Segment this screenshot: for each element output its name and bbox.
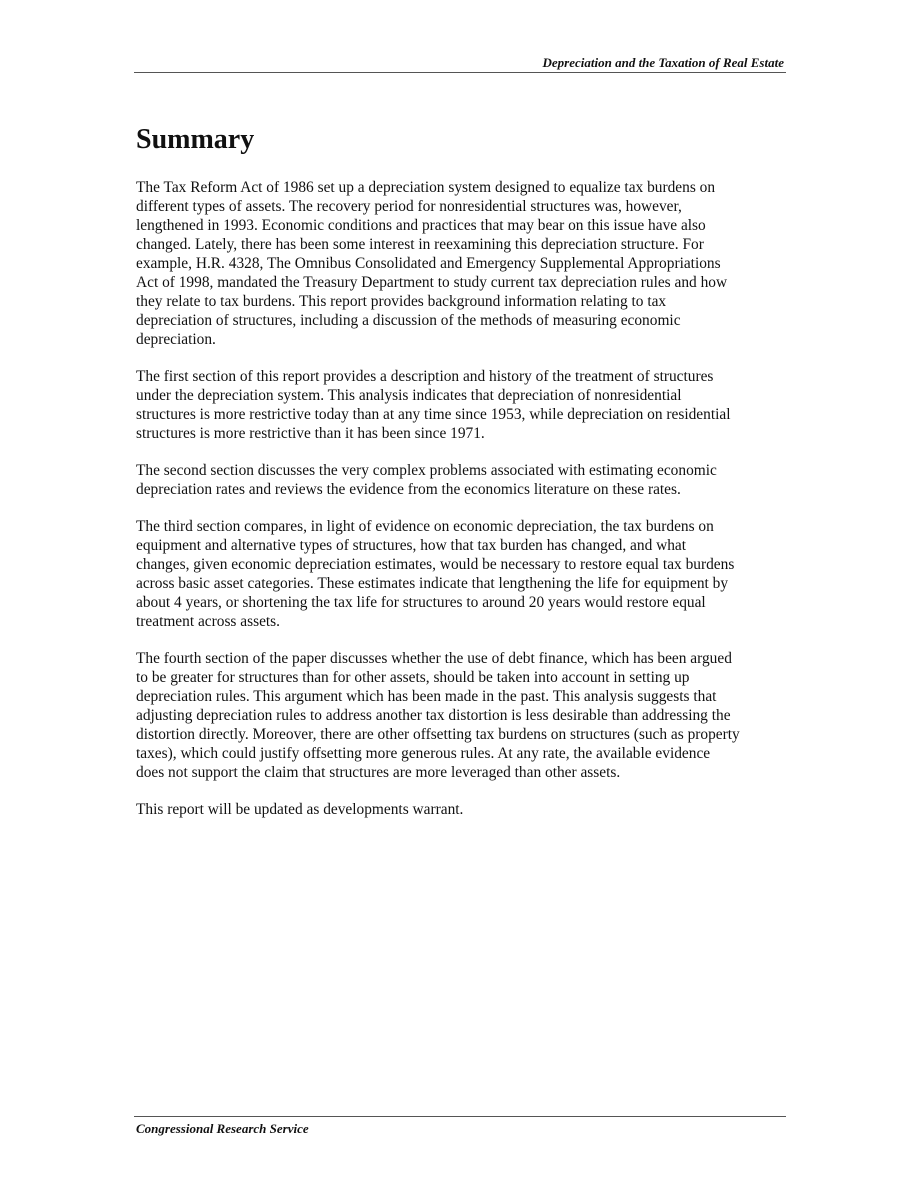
text-line: changed. Lately, there has been some interest in reexamining this depreciation structure. For bbox=[136, 236, 704, 253]
text-line: under the depreciation system. This analysis indicates that depreciation of nonresidential bbox=[136, 387, 682, 404]
text-line: equipment and alternative types of structures, how that tax burden has changed, and what bbox=[136, 537, 687, 554]
running-footer-organization: Congressional Research Service bbox=[136, 1121, 309, 1136]
text-line: structures is more restrictive than it has been since 1971. bbox=[136, 425, 485, 442]
text-line: The fourth section of the paper discusses whether the use of debt finance, which has been argued bbox=[136, 650, 732, 667]
text-line: depreciation. bbox=[136, 331, 216, 348]
text-line: lengthened in 1993. Economic conditions and practices that may bear on this issue have also bbox=[136, 217, 706, 234]
paragraph-3 bbox=[136, 461, 796, 499]
text-line: The first section of this report provides a description and history of the treatment of structures bbox=[136, 368, 714, 385]
text-line: changes, given economic depreciation estimates, would be necessary to restore equal tax burdens bbox=[136, 556, 735, 573]
paragraph-2 bbox=[136, 367, 796, 443]
text-line: taxes), which could justify offsetting more generous rules. At any rate, the available evidence bbox=[136, 745, 711, 762]
page-title: Summary bbox=[136, 124, 255, 155]
running-header bbox=[134, 55, 786, 73]
text-line: example, H.R. 4328, The Omnibus Consolidated and Emergency Supplemental Appropriations bbox=[136, 255, 721, 272]
text-line: The second section discusses the very complex problems associated with estimating economic bbox=[136, 462, 717, 479]
paragraph-5 bbox=[136, 649, 796, 782]
running-header-title: Depreciation and the Taxation of Real Estate bbox=[542, 55, 784, 70]
text-line: to be greater for structures than for other assets, should be taken into account in setting up bbox=[136, 669, 690, 686]
text-line: The Tax Reform Act of 1986 set up a depreciation system designed to equalize tax burdens on bbox=[136, 179, 716, 196]
text-line: depreciation rules. This argument which has been made in the past. This analysis suggests that bbox=[136, 688, 717, 705]
text-line: treatment across assets. bbox=[136, 613, 281, 630]
paragraph-4 bbox=[136, 517, 796, 631]
text-line: This report will be updated as developments warrant. bbox=[136, 801, 464, 818]
text-line: distortion directly. Moreover, there are other offsetting tax burdens on structures (such as property bbox=[136, 726, 740, 743]
text-line: different types of assets. The recovery period for nonresidential structures was, however, bbox=[136, 198, 682, 215]
text-line: depreciation rates and reviews the evidence from the economics literature on these rates. bbox=[136, 481, 681, 498]
text-line: structures is more restrictive today than at any time since 1953, while depreciation on residential bbox=[136, 406, 731, 423]
running-footer bbox=[134, 1116, 786, 1136]
text-line: adjusting depreciation rules to address another tax distortion is less desirable than addressing the bbox=[136, 707, 731, 724]
text-line: depreciation of structures, including a discussion of the methods of measuring economic bbox=[136, 312, 681, 329]
text-line: about 4 years, or shortening the tax life for structures to around 20 years would restore equal bbox=[136, 594, 706, 611]
paragraph-6 bbox=[136, 800, 796, 819]
text-line: Act of 1998, mandated the Treasury Department to study current tax depreciation rules and how bbox=[136, 274, 728, 291]
summary-body bbox=[136, 178, 796, 837]
paragraph-1 bbox=[136, 178, 796, 349]
text-line: The third section compares, in light of evidence on economic depreciation, the tax burdens on bbox=[136, 518, 714, 535]
text-line: they relate to tax burdens. This report provides background information relating to tax bbox=[136, 293, 667, 310]
text-line: across basic asset categories. These estimates indicate that lengthening the life for equipment by bbox=[136, 575, 729, 592]
text-line: does not support the claim that structures are more leveraged than other assets. bbox=[136, 764, 621, 781]
